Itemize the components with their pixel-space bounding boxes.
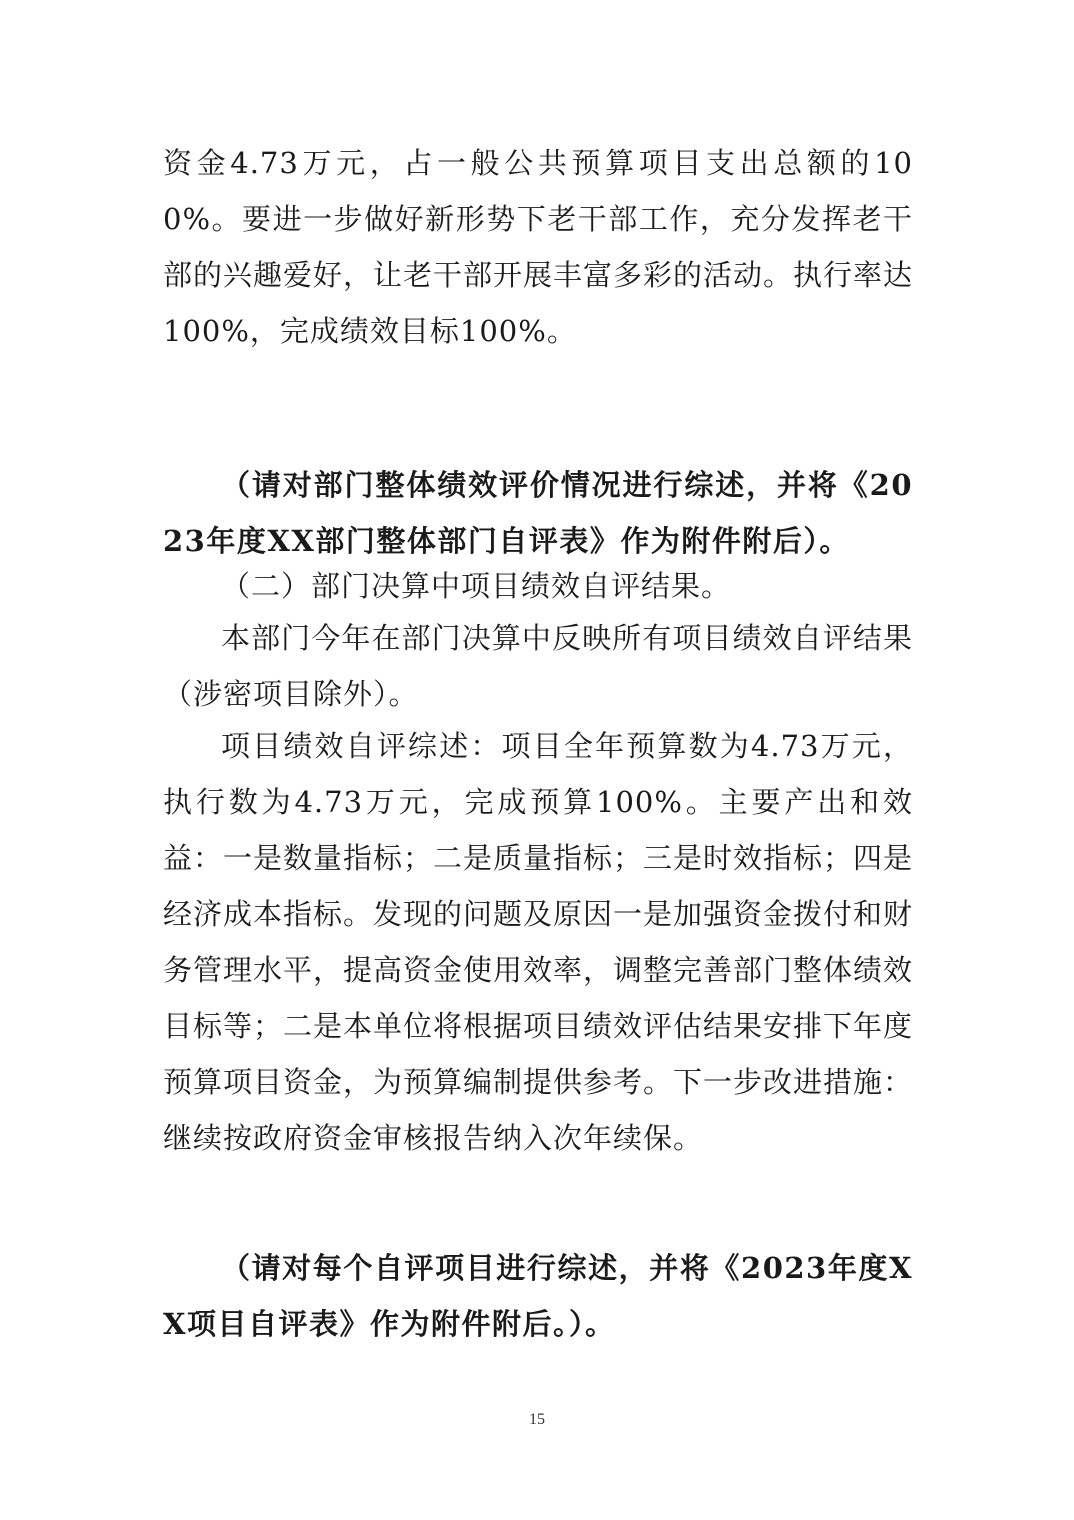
note-project-self-evaluation: （请对每个自评项目进行综述，并将《2023年度XX项目自评表》作为附件附后。）。 bbox=[163, 1251, 913, 1341]
paragraph-project-scope: 本部门今年在部门决算中反映所有项目绩效自评结果（涉密项目除外）。 bbox=[163, 621, 913, 711]
page-number: 15 bbox=[529, 1411, 545, 1428]
section-heading-project-results: （二）部门决算中项目绩效自评结果。 bbox=[221, 569, 732, 603]
note-department-self-evaluation: （请对部门整体绩效评价情况进行综述，并将《2023年度XX部门整体部门自评表》作为附件附后）。 bbox=[163, 468, 913, 558]
paragraph-project-evaluation-summary: 项目绩效自评综述：项目全年预算数为4.73万元，执行数为4.73万元，完成预算100%。主要产出和效益：一是数量指标；二是质量指标；三是时效指标；四是经济成本指标。发现的问题及原因一是加强资金拨付和财务管理水平，提高资金使用效率，调整完善部门整体绩效目标等；二是本单位将根据项目绩效评估结果安排下年度预算项目资金，为预算编制提供参考。下一步改进措施：继续按政府资金审核报告纳入次年续保。 bbox=[163, 729, 914, 1155]
paragraph-budget-summary: 资金4.73万元，占一般公共预算项目支出总额的100%。要进一步做好新形势下老干部工作，充分发挥老干部的兴趣爱好，让老干部开展丰富多彩的活动。执行率达100%，完成绩效目标100%。 bbox=[163, 146, 914, 348]
